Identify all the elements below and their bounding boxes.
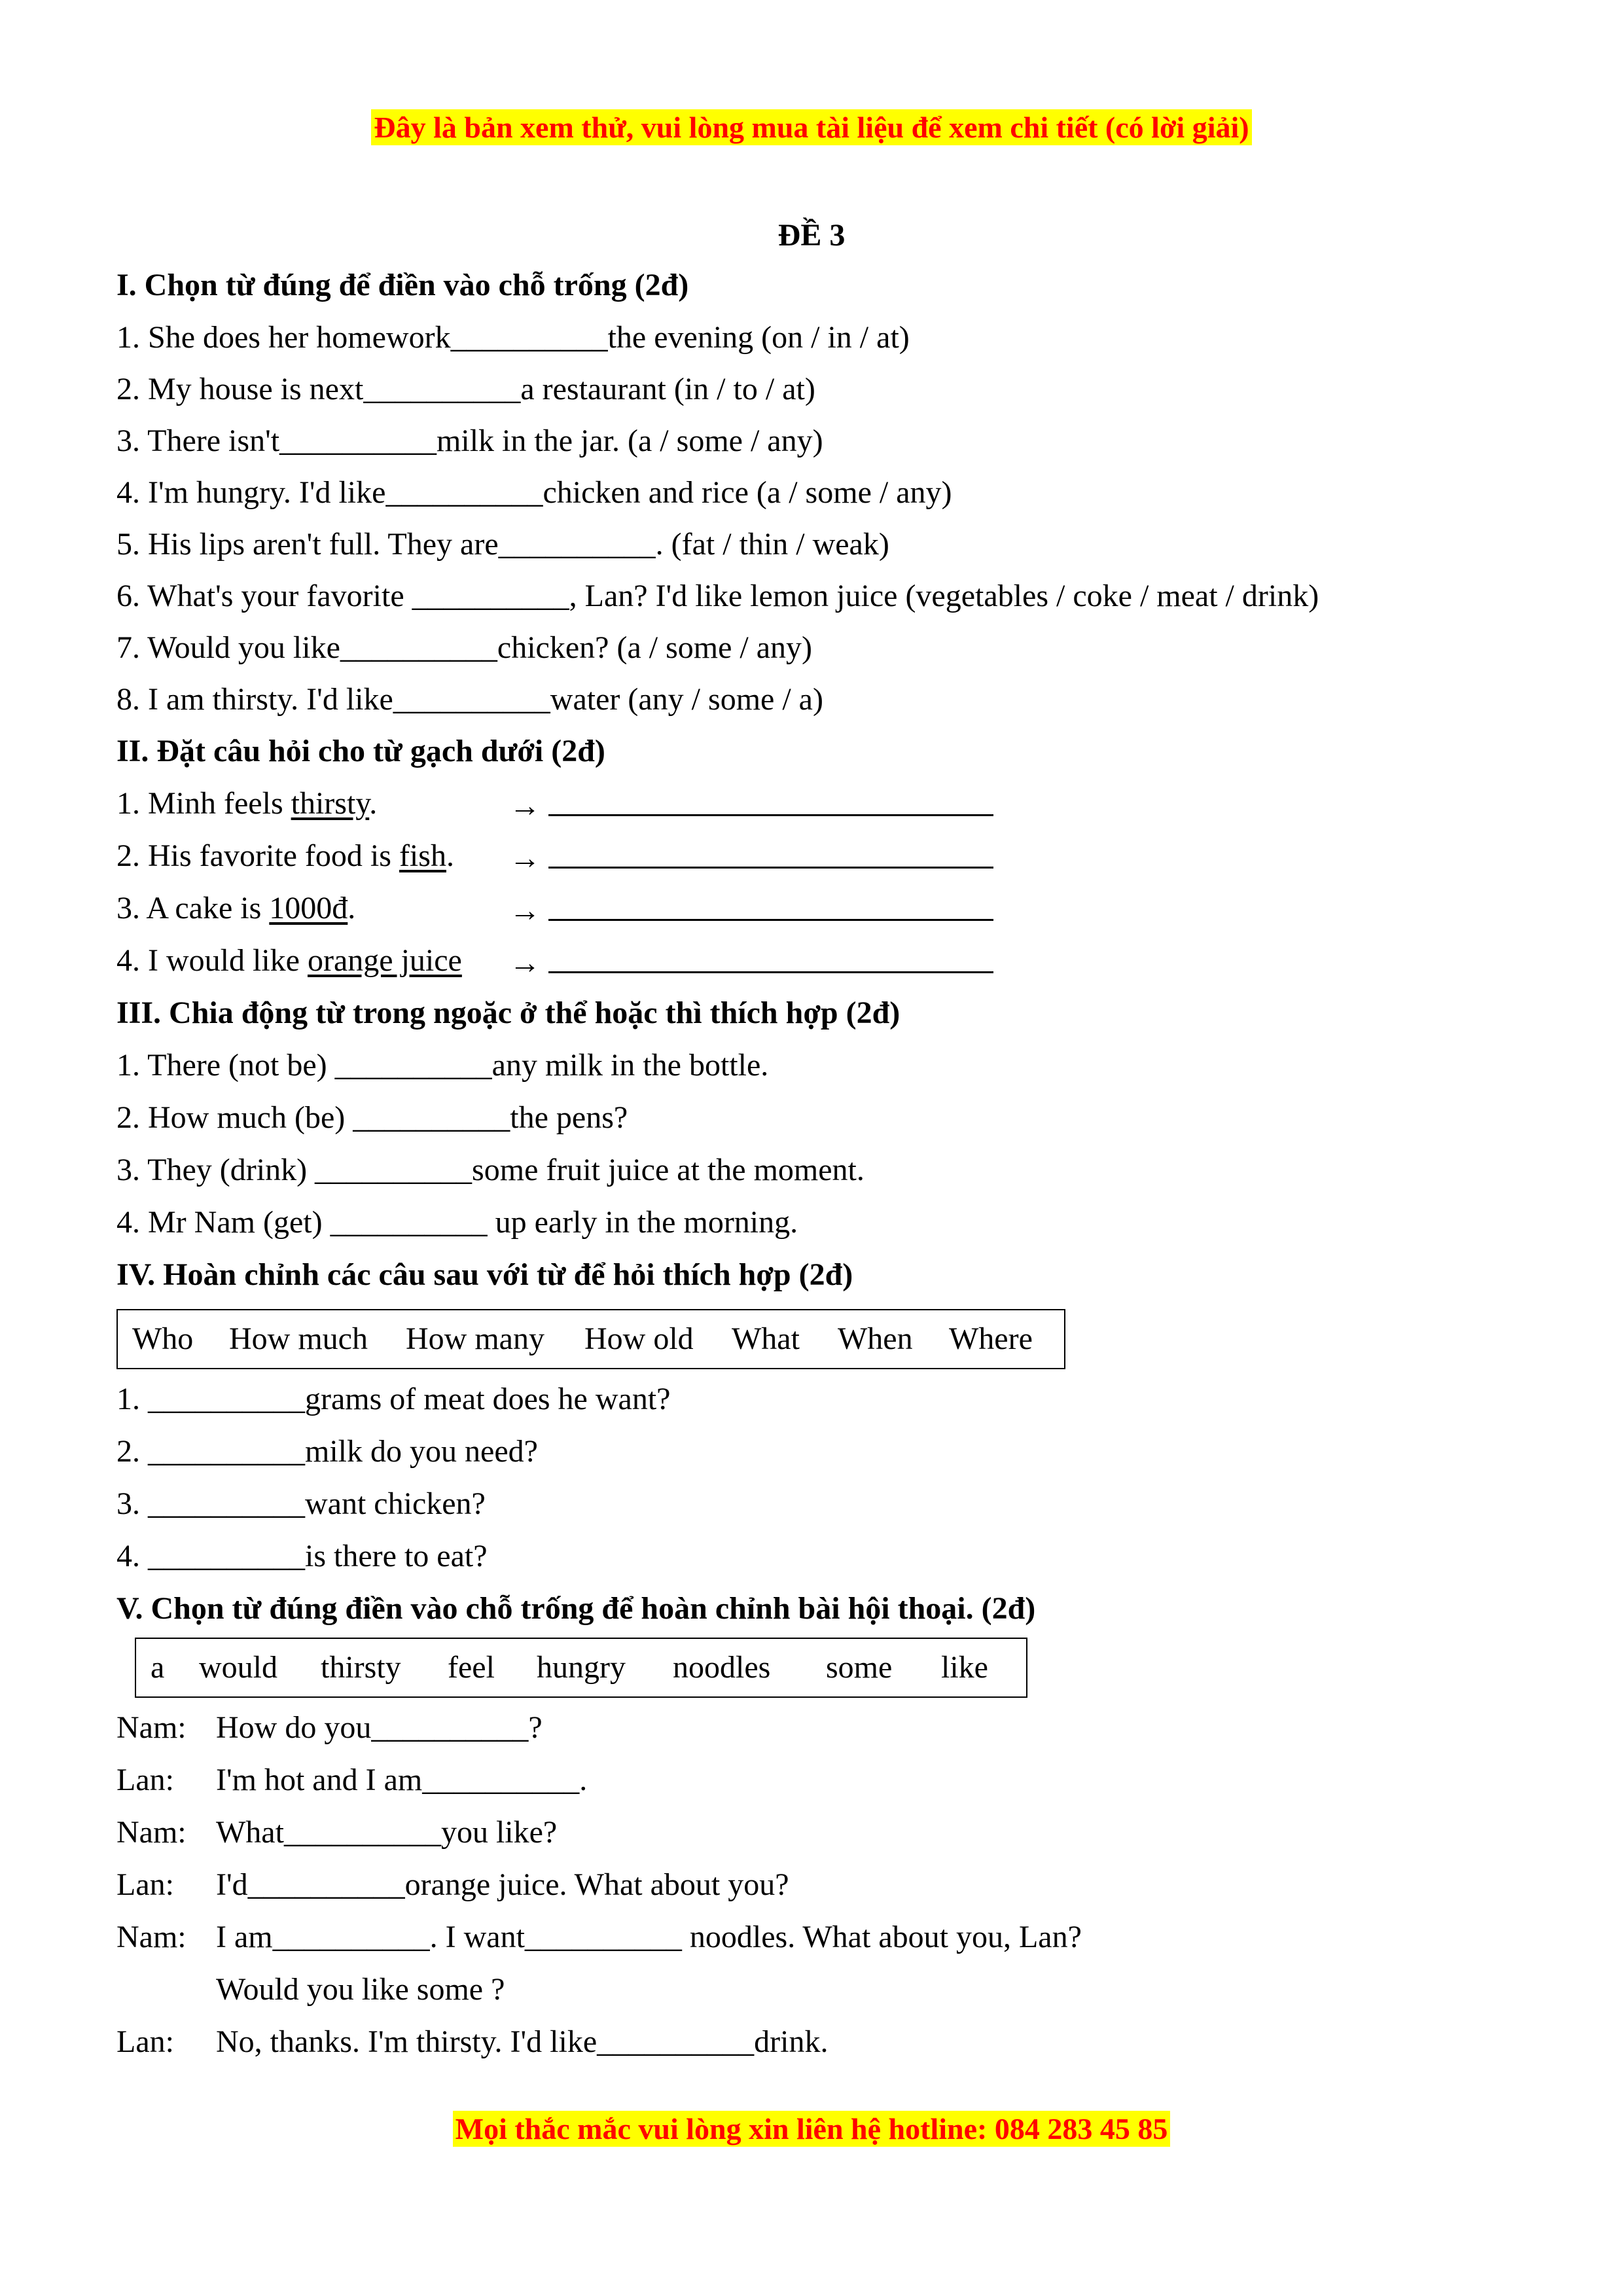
arrow-icon: → bbox=[509, 946, 541, 980]
arrow-icon: → bbox=[509, 893, 541, 928]
section1-item-1: 1. She does her homework__________the evening (on / in / at) bbox=[116, 320, 910, 355]
answer-line-3 bbox=[509, 893, 993, 927]
word-option: feel bbox=[448, 1650, 495, 1685]
answer-blank[interactable] bbox=[548, 840, 993, 869]
word-option: How much bbox=[229, 1321, 368, 1356]
dialogue-speaker: Lan: bbox=[116, 2024, 174, 2059]
section4-item-1: 1. __________grams of meat does he want? bbox=[116, 1382, 671, 1416]
section5-heading: V. Chọn từ đúng điền vào chỗ trống để hoàn chỉnh bài hội thoại. (2đ) bbox=[116, 1591, 1036, 1626]
section1-item-5: 5. His lips aren't full. They are__________. (fat / thin / weak) bbox=[116, 527, 889, 562]
answer-blank[interactable] bbox=[548, 945, 993, 973]
section1-item-6: 6. What's your favorite __________, Lan? I'd like lemon juice (vegetables / coke / meat / drink) bbox=[116, 579, 1319, 613]
dialogue-speaker: Nam: bbox=[116, 1920, 187, 1954]
exam-title: ĐỀ 3 bbox=[777, 218, 846, 253]
word-option: noodles bbox=[673, 1650, 771, 1685]
section1-heading: I. Chọn từ đúng để điền vào chỗ trống (2đ) bbox=[116, 268, 689, 302]
dialogue-speaker: Lan: bbox=[116, 1867, 174, 1902]
section2-item-2-text: 2. His favorite food is bbox=[116, 838, 399, 873]
word-option: How old bbox=[584, 1321, 694, 1356]
word-option: Who bbox=[132, 1321, 194, 1356]
dialogue-line-3: What__________you like? bbox=[216, 1815, 558, 1850]
section1-item-8: 8. I am thirsty. I'd like__________water (any / some / a) bbox=[116, 682, 823, 717]
dialogue-speaker: Nam: bbox=[116, 1710, 187, 1745]
word-option: a bbox=[151, 1650, 165, 1685]
preview-notice-banner bbox=[0, 110, 1623, 145]
word-option: some bbox=[826, 1650, 893, 1685]
arrow-icon: → bbox=[509, 789, 541, 823]
word-option: thirsty bbox=[321, 1650, 401, 1685]
dialogue-line-5: I am__________. I want__________ noodles. What about you, Lan? bbox=[216, 1920, 1082, 1954]
preview-notice-text: Đây là bản xem thử, vui lòng mua tài liệu để xem chi tiết (có lời giải) bbox=[371, 109, 1251, 145]
section2-item-1 bbox=[116, 788, 377, 819]
dialogue-speaker: Lan: bbox=[116, 1763, 174, 1797]
section3-item-3: 3. They (drink) __________some fruit juice at the moment. bbox=[116, 1153, 865, 1187]
underlined-word: thirsty bbox=[291, 786, 370, 821]
section4-heading: IV. Hoàn chỉnh các câu sau với từ để hỏi thích hợp (2đ) bbox=[116, 1257, 853, 1292]
word-option: What bbox=[732, 1321, 800, 1356]
word-option: How many bbox=[406, 1321, 544, 1356]
section2-item-4 bbox=[116, 945, 462, 977]
section1-item-3: 3. There isn't__________milk in the jar. (a / some / any) bbox=[116, 423, 823, 458]
word-option: Where bbox=[949, 1321, 1033, 1356]
section1-item-2: 2. My house is next__________a restaurant (in / to / at) bbox=[116, 372, 815, 406]
answer-blank[interactable] bbox=[548, 788, 993, 816]
section3-heading: III. Chia động từ trong ngoặc ở thể hoặc thì thích hợp (2đ) bbox=[116, 996, 901, 1030]
word-option: like bbox=[941, 1650, 988, 1685]
hotline-text: Mọi thắc mắc vui lòng xin liên hệ hotline: 084 283 45 85 bbox=[453, 2111, 1171, 2147]
underlined-word: fish bbox=[399, 838, 446, 873]
section2-item-3-end: . bbox=[348, 891, 356, 925]
section2-item-1-end: . bbox=[369, 786, 378, 821]
dialogue-speaker: Nam: bbox=[116, 1815, 187, 1850]
section3-item-1: 1. There (not be) __________any milk in the bottle. bbox=[116, 1048, 769, 1083]
arrow-icon: → bbox=[509, 841, 541, 876]
underlined-word: 1000đ bbox=[269, 891, 348, 925]
section2-item-3-text: 3. A cake is bbox=[116, 891, 270, 925]
section4-item-4: 4. __________is there to eat? bbox=[116, 1539, 488, 1573]
section2-item-2 bbox=[116, 840, 454, 872]
dialogue-line-6: Would you like some ? bbox=[216, 1972, 505, 2007]
question-word-box bbox=[116, 1309, 1065, 1369]
section2-item-2-end: . bbox=[446, 838, 454, 873]
section2-item-4-text: 4. I would like bbox=[116, 943, 308, 978]
answer-line-1 bbox=[509, 788, 993, 822]
dialogue-line-4: I'd__________orange juice. What about you? bbox=[216, 1867, 789, 1902]
section3-item-2: 2. How much (be) __________the pens? bbox=[116, 1100, 628, 1135]
answer-line-4 bbox=[509, 945, 993, 979]
word-option: would bbox=[199, 1650, 277, 1685]
section1-item-7: 7. Would you like__________chicken? (a / some / any) bbox=[116, 630, 813, 665]
word-option: When bbox=[838, 1321, 913, 1356]
hotline-banner bbox=[0, 2111, 1623, 2146]
dialogue-line-2: I'm hot and I am__________. bbox=[216, 1763, 588, 1797]
section1-item-4: 4. I'm hungry. I'd like__________chicken and rice (a / some / any) bbox=[116, 475, 952, 510]
word-option: hungry bbox=[537, 1650, 626, 1685]
section2-item-3 bbox=[116, 893, 355, 924]
underlined-word: orange juice bbox=[307, 943, 462, 978]
section4-item-3: 3. __________want chicken? bbox=[116, 1486, 486, 1521]
answer-blank[interactable] bbox=[548, 893, 993, 921]
section4-item-2: 2. __________milk do you need? bbox=[116, 1434, 538, 1469]
answer-line-2 bbox=[509, 840, 993, 874]
section2-heading: II. Đặt câu hỏi cho từ gạch dưới (2đ) bbox=[116, 734, 605, 768]
dialogue-word-box bbox=[135, 1638, 1027, 1698]
section2-item-1-text: 1. Minh feels bbox=[116, 786, 291, 821]
dialogue-line-7: No, thanks. I'm thirsty. I'd like__________drink. bbox=[216, 2024, 829, 2059]
section3-item-4: 4. Mr Nam (get) __________ up early in the morning. bbox=[116, 1205, 798, 1240]
dialogue-line-1: How do you__________? bbox=[216, 1710, 543, 1745]
